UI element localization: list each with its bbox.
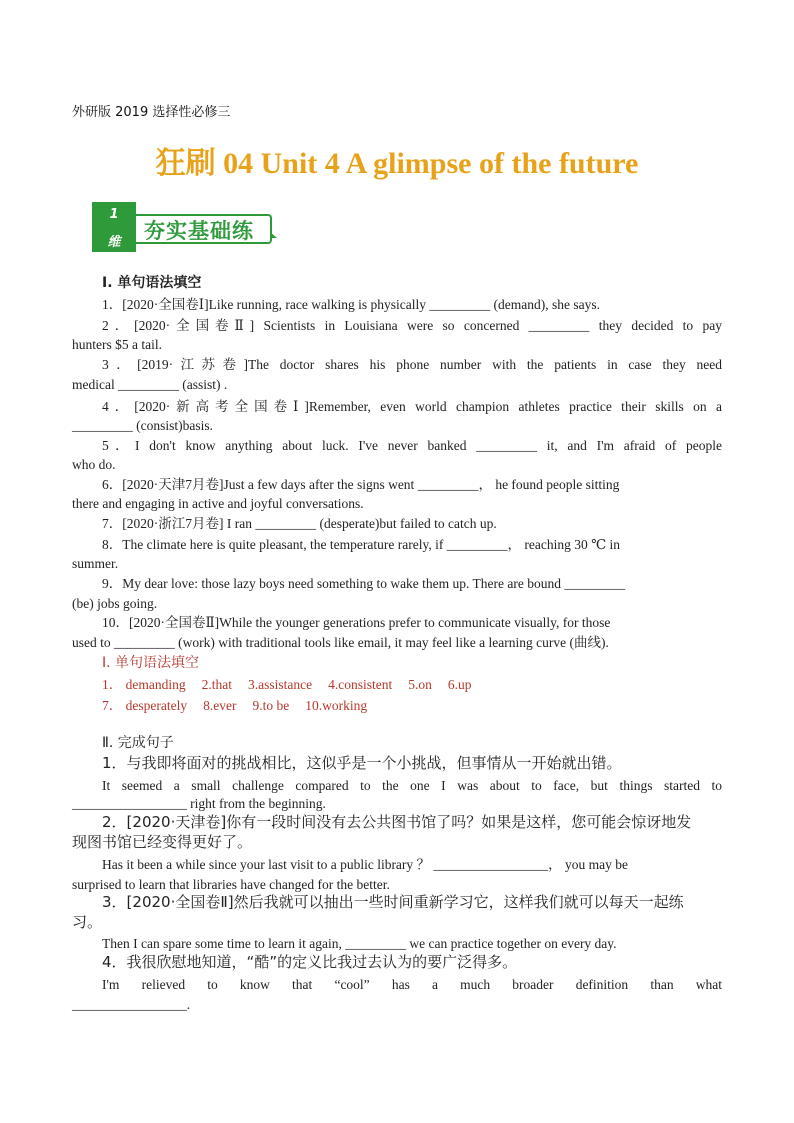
q6-cont: there and engaging in active and joyful conversations.	[72, 496, 364, 511]
q5-cont: who do.	[72, 457, 116, 472]
q4-cont: _________ (consist)basis.	[72, 418, 213, 433]
answers-row-2: 7． desperately 8.ever 9.to be 10.working	[102, 698, 368, 713]
s2-q3-cn: 3．[2020·全国卷Ⅱ]然后我就可以抽出一些时间重新学习它，这样我们就可以每天一起练	[102, 893, 684, 911]
q3-line: 3．[2019·江苏卷]The doctor shares his phone number with the patients in case they need	[102, 357, 722, 372]
s2-q2-cn-cont: 现图书馆已经变得更好了。	[72, 833, 253, 851]
q9-cont: (be) jobs going.	[72, 596, 158, 611]
q10-line: 10．[2020·全国卷Ⅱ]While the younger generations prefer to communicate visually, for those	[102, 615, 611, 630]
s2-q4-en: I'm relieved to know that “cool” has a much broader definition than what	[102, 977, 722, 992]
q8-line: 8．The climate here is quite pleasant, the temperature rarely, if _________， reaching 30 ℃ in	[102, 537, 621, 552]
section-badge	[92, 202, 284, 252]
s2-q2-en: Has it been a while since your last visit to a public library ？ _________________， you may be	[102, 857, 629, 872]
s2-q1-cn: 1．与我即将面对的挑战相比，这似乎是一个小挑战，但事情从一开始就出错。	[102, 754, 622, 772]
s2-q2-cn: 2．[2020·天津卷]你有一段时间没有去公共图书馆了吗？如果是这样，您可能会惊讶地发	[102, 813, 692, 831]
s2-q2-cont: surprised to learn that libraries have changed for the better.	[72, 877, 390, 892]
answers-heading: Ⅰ. 单句语法填空	[102, 655, 200, 671]
badge-arrow-icon	[270, 232, 277, 238]
badge-label: 夯实基础练	[144, 219, 254, 243]
q9-line: 9．My dear love: those lazy boys need something to wake them up. There are bound _________	[102, 576, 626, 591]
badge-number-block: 1 维	[92, 202, 136, 252]
section2-heading: Ⅱ. 完成句子	[102, 735, 174, 751]
q7-line: 7．[2020·浙江7月卷] I ran _________ (desperate)but failed to catch up.	[102, 516, 497, 531]
q10-cont: used to _________ (work) with traditional tools like email, it may feel like a learning curve (曲线).	[72, 635, 609, 650]
q8-cont: summer.	[72, 556, 119, 571]
s2-q1-en: It seemed a small challenge compared to the one I was about to face, but things started to	[102, 778, 722, 793]
q5-line: 5．I don't know anything about luck. I've never banked _________ it, and I'm afraid of people	[102, 438, 722, 453]
page-title: 狂刷 04 Unit 4 A glimpse of the future	[155, 147, 639, 180]
header-label: 外研版 2019 选择性必修三	[72, 105, 231, 120]
s2-q3-cn-cont: 习。	[72, 913, 103, 931]
s2-q3-en: Then I can spare some time to learn it again, _________ we can practice together on every day.	[102, 936, 617, 951]
section1-heading: Ⅰ. 单句语法填空	[102, 275, 202, 291]
answers-row-1: 1． demanding 2.that 3.assistance 4.consistent 5.on 6.up	[102, 677, 472, 692]
q3-cont: medical _________ (assist) .	[72, 377, 228, 392]
q4-line: 4．[2020·新高考全国卷Ⅰ]Remember, even world champion athletes practice their skills on a	[102, 399, 722, 414]
s2-q4-cn: 4．我很欣慰地知道，“酷”的定义比我过去认为的要广泛得多。	[102, 953, 518, 971]
q6-line: 6．[2020·天津7月卷]Just a few days after the signs went _________， he found people sitting	[102, 477, 620, 492]
q2-cont: hunters $5 a tail.	[72, 337, 162, 352]
s2-q1-cont: _________________ right from the beginning.	[72, 796, 326, 811]
s2-q4-cont: _________________.	[72, 997, 191, 1012]
q1-line: 1．[2020·全国卷Ⅰ]Like running, race walking is physically _________ (demand), she says.	[102, 297, 600, 312]
q2-line: 2．[2020·全国卷Ⅱ] Scientists in Louisiana were so concerned _________ they decided to pay	[102, 318, 722, 333]
